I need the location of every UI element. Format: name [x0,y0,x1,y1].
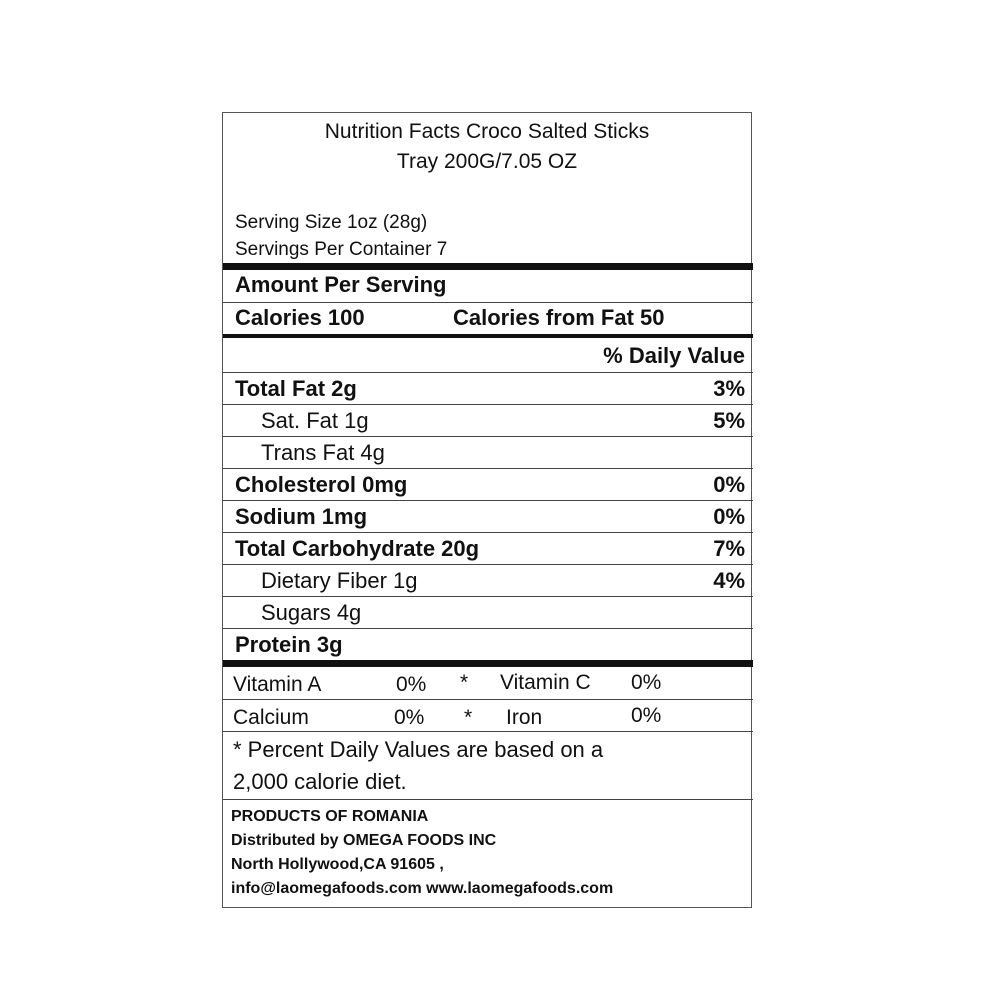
footnote-divider [223,799,753,800]
origin-line: PRODUCTS OF ROMANIA [231,808,429,825]
amount-per-serving-row [223,270,753,302]
vitamin-a-value: 0% [396,673,427,696]
calories-from-fat: Calories from Fat 50 [453,305,665,330]
nutrient-dv: 0% [713,504,745,529]
thick-divider-bottom [223,660,753,667]
title-line-2: Tray 200G/7.05 OZ [396,150,578,173]
amount-per-serving: Amount Per Serving [235,272,447,297]
iron-value: 0% [631,704,662,727]
nutrient-row [223,500,753,532]
nutrient-name: Sat. Fat 1g [261,408,369,433]
nutrient-dv: 3% [713,376,745,401]
nutrient-dv: 7% [713,536,745,561]
nutrient-row [223,372,753,404]
nutrient-name: Total Carbohydrate 20g [235,536,480,561]
footnote [233,734,603,798]
nutrient-dv: 4% [713,568,745,593]
distributor-info [231,805,613,901]
footnote-row [223,731,753,799]
nutrient-dv: 0% [713,472,745,497]
nutrient-name: Cholesterol 0mg [235,472,408,497]
daily-value-header: % Daily Value [603,343,745,368]
footnote-line-1: * Percent Daily Values are based on a [233,737,604,762]
nutrient-row [223,404,753,436]
nutrient-name: Sodium 1mg [235,504,368,529]
nutrient-row [223,564,753,596]
distributor-line: Distributed by OMEGA FOODS INC [231,832,497,849]
serving-size: Serving Size 1oz (28g) [235,212,428,233]
contact-line: info@laomegafoods.com www.laomegafoods.com [231,880,614,897]
mineral-separator: * [464,706,473,729]
vitamin-c-value: 0% [631,671,662,694]
vitamin-a-name: Vitamin A [233,673,322,696]
daily-value-header-row [223,338,753,372]
address-line: North Hollywood,CA 91605 , [231,856,444,873]
vitamin-separator: * [460,671,469,694]
nutrient-row [223,628,753,660]
calories-row [223,302,753,334]
title-line-1: Nutrition Facts Croco Salted Sticks [324,120,650,143]
serving-info [235,209,447,263]
nutrient-name: Trans Fat 4g [261,440,385,465]
footnote-line-2: 2,000 calorie diet. [233,769,407,794]
nutrient-name: Total Fat 2g [235,376,357,401]
servings-per-container: Servings Per Container 7 [235,239,448,260]
nutrient-row [223,596,753,628]
iron-name: Iron [506,706,543,729]
nutrient-name: Protein 3g [235,632,343,657]
calcium-value: 0% [394,706,425,729]
thick-divider-top [223,263,753,270]
nutrient-name: Sugars 4g [261,600,362,625]
calories: Calories 100 [235,305,365,330]
nutrition-label [222,112,752,908]
nutrient-name: Dietary Fiber 1g [261,568,418,593]
nutrient-row [223,468,753,500]
nutrient-dv: 5% [713,408,745,433]
label-title [223,113,751,177]
vitamins-row-1 [223,667,753,699]
calcium-name: Calcium [233,706,309,729]
nutrient-row [223,436,753,468]
vitamin-c-name: Vitamin C [500,671,591,694]
nutrient-row [223,532,753,564]
vitamins-row-2 [223,699,753,731]
